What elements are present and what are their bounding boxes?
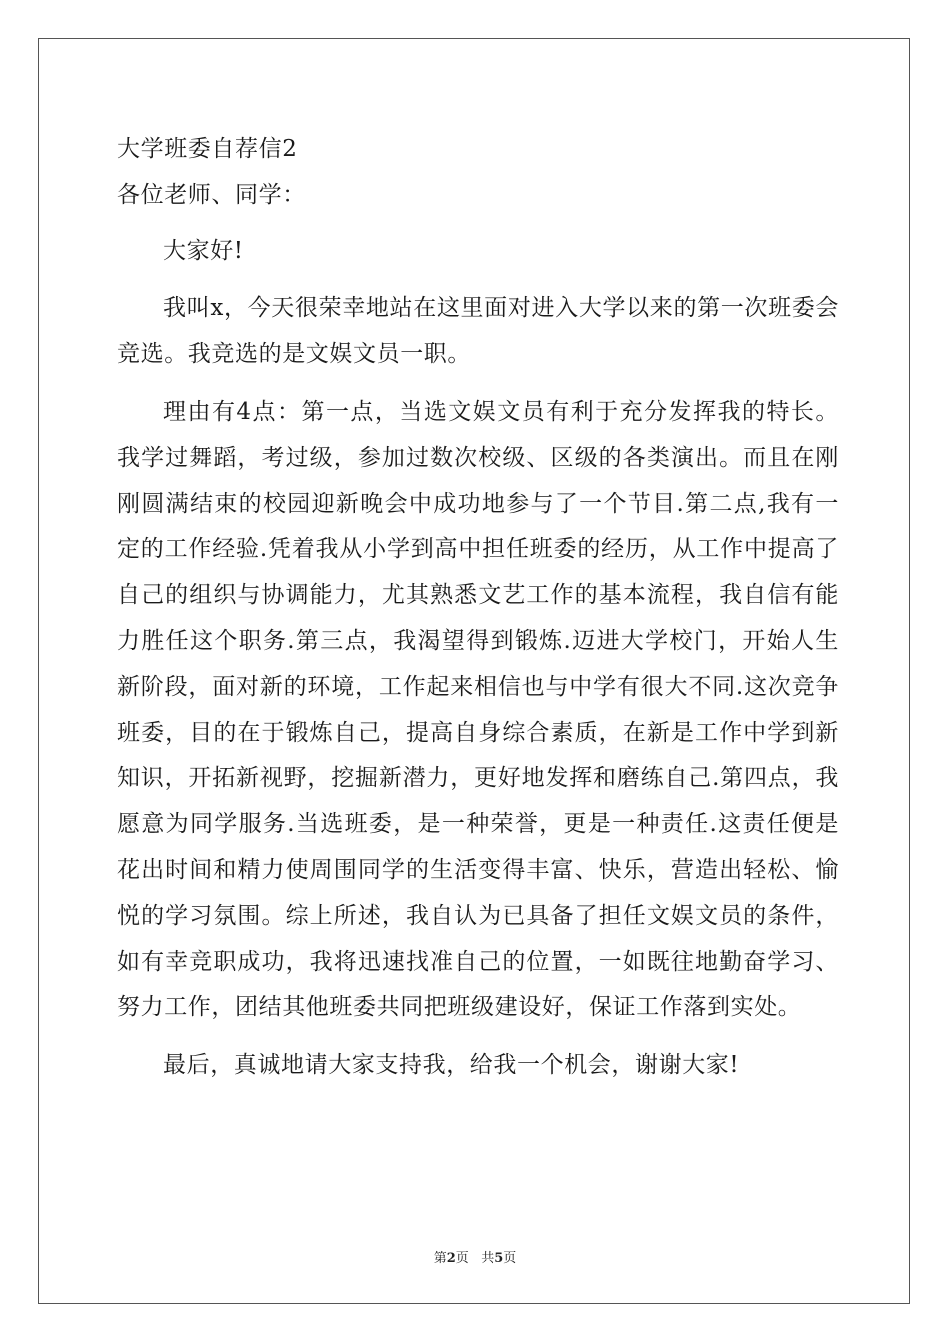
total-pages: 5 (494, 1251, 504, 1266)
total-prefix: 共 (481, 1251, 495, 1266)
page-footer (0, 1247, 950, 1266)
document-title: 大学班委自荐信2 (117, 136, 298, 162)
greeting: 大家好! (163, 237, 244, 264)
total-suffix: 页 (503, 1251, 517, 1266)
paragraph-closing: 最后，真诚地请大家支持我，给我一个机会，谢谢大家! (163, 1052, 740, 1079)
salutation: 各位老师、同学： (117, 181, 306, 208)
page-prefix: 第 (433, 1251, 447, 1266)
paragraph-reasons: 理由有4点：第一点，当选文娱文员有利于充分发挥我的特长。我学过舞蹈，考过级，参加过数次校级、区级的各类演出。而且在刚刚圆满结束的校园迎新晚会中成功地参与了一个节目.第二点,我有一定的工作经验.凭着我从小学到高中担任班委的经历，从工作中提高了自己的组织与协调能力，尤其熟悉文艺工作的基本流程，我自信有能力胜任这个职务.第三点，我渴望得到锻炼.迈进大学校门，开始人生新阶段，面对新的环境，工作起来相信也与中学有很大不同.这次竞争班委，目的在于锻炼自己，提高自身综合素质，在新是工作中学到新知识，开拓新视野，挖掘新潜力，更好地发挥和磨练自己.第四点，我愿意为同学服务.当选班委，是一种荣誉，更是一种责任.这责任便是花出时间和精力使周围同学的生活变得丰富、快乐，营造出轻松、愉悦的学习氛围。综上所述，我自认为已具备了担任文娱文员的条件，如有幸竞职成功，我将迅速找准自己的位置，一如既往地勤奋学习、努力工作，团结其他班委共同把班级建设好，保证工作落到实处。 (117, 398, 839, 1021)
page-number: 2 (446, 1251, 456, 1266)
page-suffix: 页 (455, 1251, 469, 1266)
document-body (117, 127, 839, 1089)
paragraph-intro: 我叫x，今天很荣幸地站在这里面对进入大学以来的第一次班委会竞选。我竞选的是文娱文员一职。 (117, 295, 839, 368)
